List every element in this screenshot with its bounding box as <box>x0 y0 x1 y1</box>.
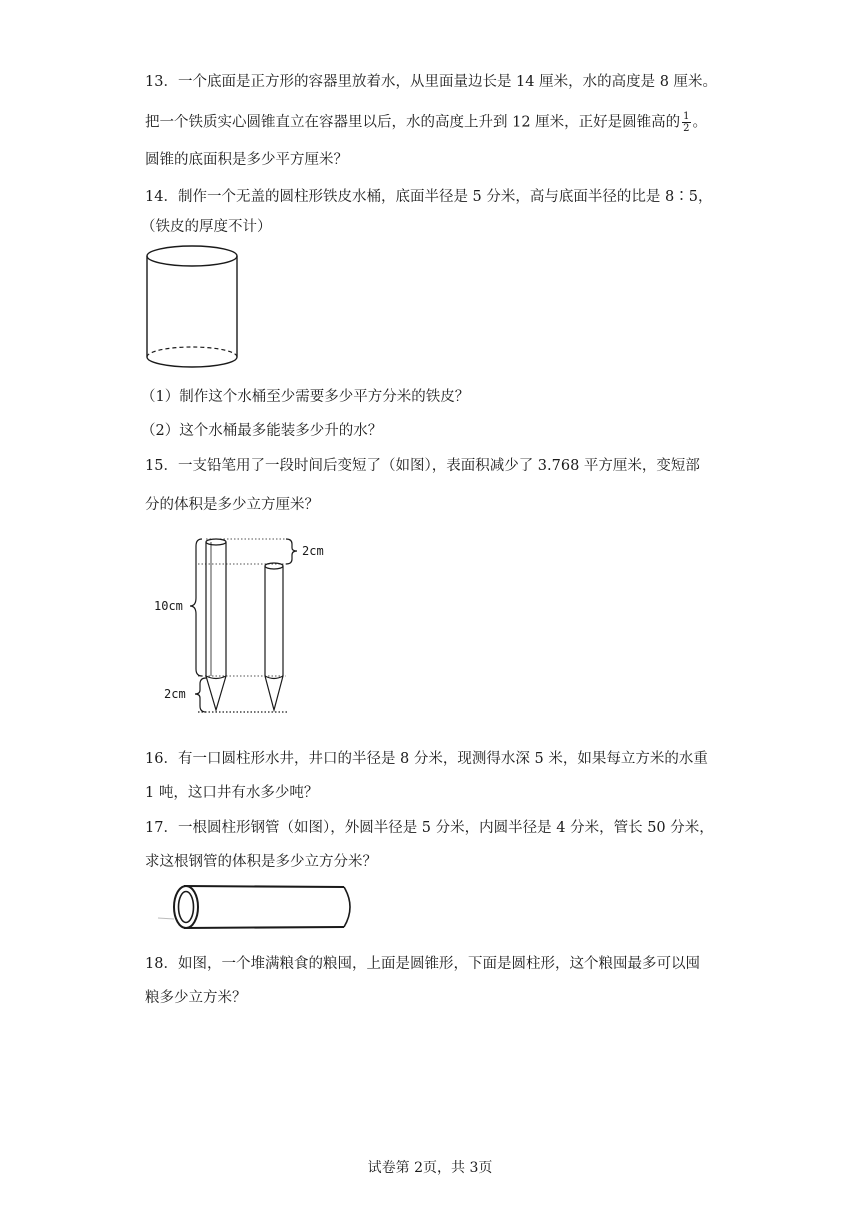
q13-line-3: 圆锥的底面积是多少平方厘米？ <box>145 152 348 168</box>
q17-line-1: 17．一根圆柱形钢管（如图），外圆半径是 5 分米，内圆半径是 4 分米，管长 50 分米， <box>145 820 714 836</box>
q13-line-2-text: 把一个铁质实心圆锥直立在容器里以后，水的高度上升到 12 厘米，正好是圆锥高的 <box>145 114 681 131</box>
pipe-top-edge <box>184 886 344 887</box>
q18-line-2: 粮多少立方米？ <box>145 990 247 1006</box>
pipe-bottom-edge <box>184 927 344 928</box>
label-top-2cm: 2cm <box>302 544 324 558</box>
long-pencil-top <box>206 539 226 545</box>
q14-sub-2: （2）这个水桶最多能装多少升的水？ <box>141 423 383 439</box>
long-pencil-tip <box>206 676 226 710</box>
q16-line-2: 1 吨，这口井有水多少吨？ <box>145 785 319 801</box>
q18-line-1: 18．如图，一个堆满粮食的粮囤，上面是圆锥形，下面是圆柱形，这个粮囤最多可以囤 <box>145 956 700 972</box>
short-pencil-tip <box>265 676 283 710</box>
q13-line-2-end: 。 <box>692 114 708 131</box>
q14-line-2: （铁皮的厚度不计） <box>141 219 272 235</box>
q15-line-2: 分的体积是多少立方厘米？ <box>145 497 319 513</box>
q16-line-1: 16．有一口圆柱形水井，井口的半径是 8 分米，现测得水深 5 米，如果每立方米的水重 <box>145 751 708 767</box>
brace-tip-left <box>195 678 206 712</box>
pipe-right-end <box>344 887 350 927</box>
pipe-ground-mark <box>158 918 174 919</box>
short-pencil-top <box>265 563 283 569</box>
cylinder-top-ellipse <box>147 246 237 266</box>
q13-line-2 <box>145 111 707 134</box>
q14-sub-1: （1）制作这个水桶至少需要多少平方分米的铁皮？ <box>141 389 470 405</box>
cylinder-bottom-front <box>147 357 237 367</box>
short-pencil-base <box>265 676 283 679</box>
brace-top-right <box>286 539 297 564</box>
q14-line-1: 14．制作一个无盖的圆柱形铁皮水桶，底面半径是 5 分米，高与底面半径的比是 8∶5， <box>145 189 713 205</box>
label-tip-2cm: 2cm <box>164 687 186 701</box>
q17-line-2: 求这根钢管的体积是多少立方分米？ <box>145 854 377 870</box>
steel-pipe-figure <box>148 878 360 940</box>
brace-body-left <box>190 539 202 676</box>
fraction-one-half <box>682 111 690 134</box>
pencil-figure <box>150 528 350 718</box>
label-body-10cm: 10cm <box>154 599 183 613</box>
cylinder-bottom-back-dashed <box>147 347 237 357</box>
cylinder-figure <box>146 244 240 372</box>
q15-line-1: 15．一支铅笔用了一段时间后变短了（如图），表面积减少了 3.768 平方厘米，变短部 <box>145 458 700 474</box>
q13-line-1: 13．一个底面是正方形的容器里放着水，从里面量边长是 14 厘米，水的高度是 8 厘米。 <box>145 74 718 90</box>
fraction-numerator: 1 <box>683 111 690 122</box>
page-footer: 试卷第 2页，共 3页 <box>367 1160 493 1176</box>
fraction-denominator: 2 <box>683 123 690 134</box>
